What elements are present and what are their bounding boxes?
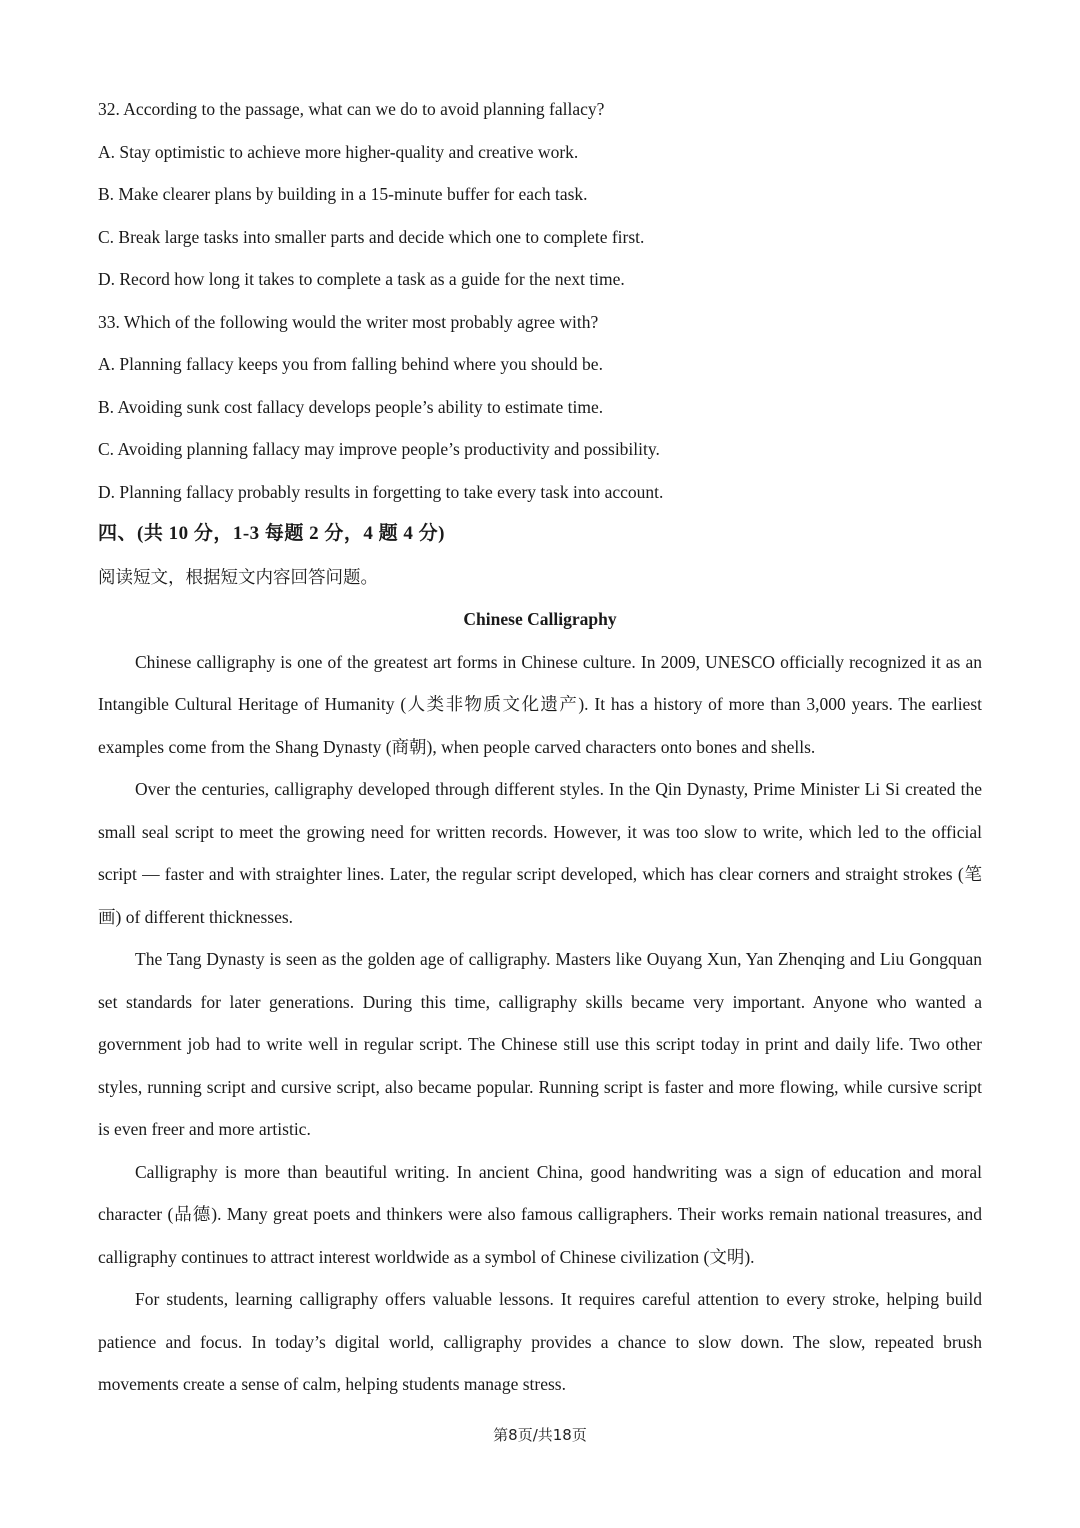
passage-paragraph: Chinese calligraphy is one of the greatest art forms in Chinese culture. In 2009, UNESCO officially recognized it as an Intangible Cultural Heritage of Humanity (人类非物质文化遗产). It has a history of more than 3,000 years. The earliest examples come from the Shang Dynasty (商朝), when people carved characters onto bones and shells. [98,651,982,757]
passage-paragraph: The Tang Dynasty is seen as the golden age of calligraphy. Masters like Ouyang Xun, Yan Zhenqing and Liu Gongquan set standards for later generations. During this time, calligraphy skills became very important. Anyone who wanted a government job had to write well in regular script. The Chinese still use this script today in print and daily life. Two other styles, running script and cursive script, also became popular. Running script is faster and more flowing, while cursive script is even freer and more artistic. [98,949,982,1139]
question-stem: 32. According to the passage, what can we do to avoid planning fallacy? [98,99,605,119]
question-32 [98,88,982,301]
option-b: B. Avoiding sunk cost fallacy develops people’s ability to estimate time. [98,396,604,417]
passage-paragraph: Calligraphy is more than beautiful writing. In ancient China, good handwriting was a sign of education and moral character (品德). Many great poets and thinkers were also famous calligraphers. Their works remain national treasures, and calligraphy continues to attract interest worldwide as a symbol of Chinese civilization (文明). [98,1161,982,1267]
option-a: A. Stay optimistic to achieve more higher-quality and creative work. [98,141,579,162]
option-b: B. Make clearer plans by building in a 15-minute buffer for each task. [98,184,588,204]
exam-page [98,88,982,1406]
passage-title: Chinese Calligraphy [463,609,617,629]
option-a: A. Planning fallacy keeps you from falling behind where you should be. [98,354,603,374]
passage-paragraph: Over the centuries, calligraphy developed through different styles. In the Qin Dynasty, Prime Minister Li Si created the small seal script to meet the growing need for written records. However, it was too slow to write, which led to the official script — faster and with straighter lines. Later, the regular script developed, which has clear corners and straight strokes (笔画) of different thicknesses. [98,779,982,927]
option-d: D. Record how long it takes to complete a task as a guide for the next time. [98,269,625,289]
section-heading: 四、(共 10 分，1-3 每题 2 分，4 题 4 分) [98,523,445,544]
passage-paragraph: For students, learning calligraphy offers valuable lessons. It requires careful attention to every stroke, helping build patience and focus. In today’s digital world, calligraphy provides a chance to slow down. The slow, repeated brush movements create a sense of calm, helping students manage stress. [98,1289,982,1394]
option-d: D. Planning fallacy probably results in forgetting to take every task into account. [98,481,664,502]
question-stem: 33. Which of the following would the writer most probably agree with? [98,311,599,332]
option-c: C. Avoiding planning fallacy may improve people’s productivity and possibility. [98,439,660,459]
option-c: C. Break large tasks into smaller parts and decide which one to complete first. [98,226,645,247]
page-number: 第8页/共18页 [493,1426,587,1444]
question-33 [98,301,982,514]
passage-body [98,641,982,1406]
section-instruction: 阅读短文，根据短文内容回答问题。 [98,566,378,587]
